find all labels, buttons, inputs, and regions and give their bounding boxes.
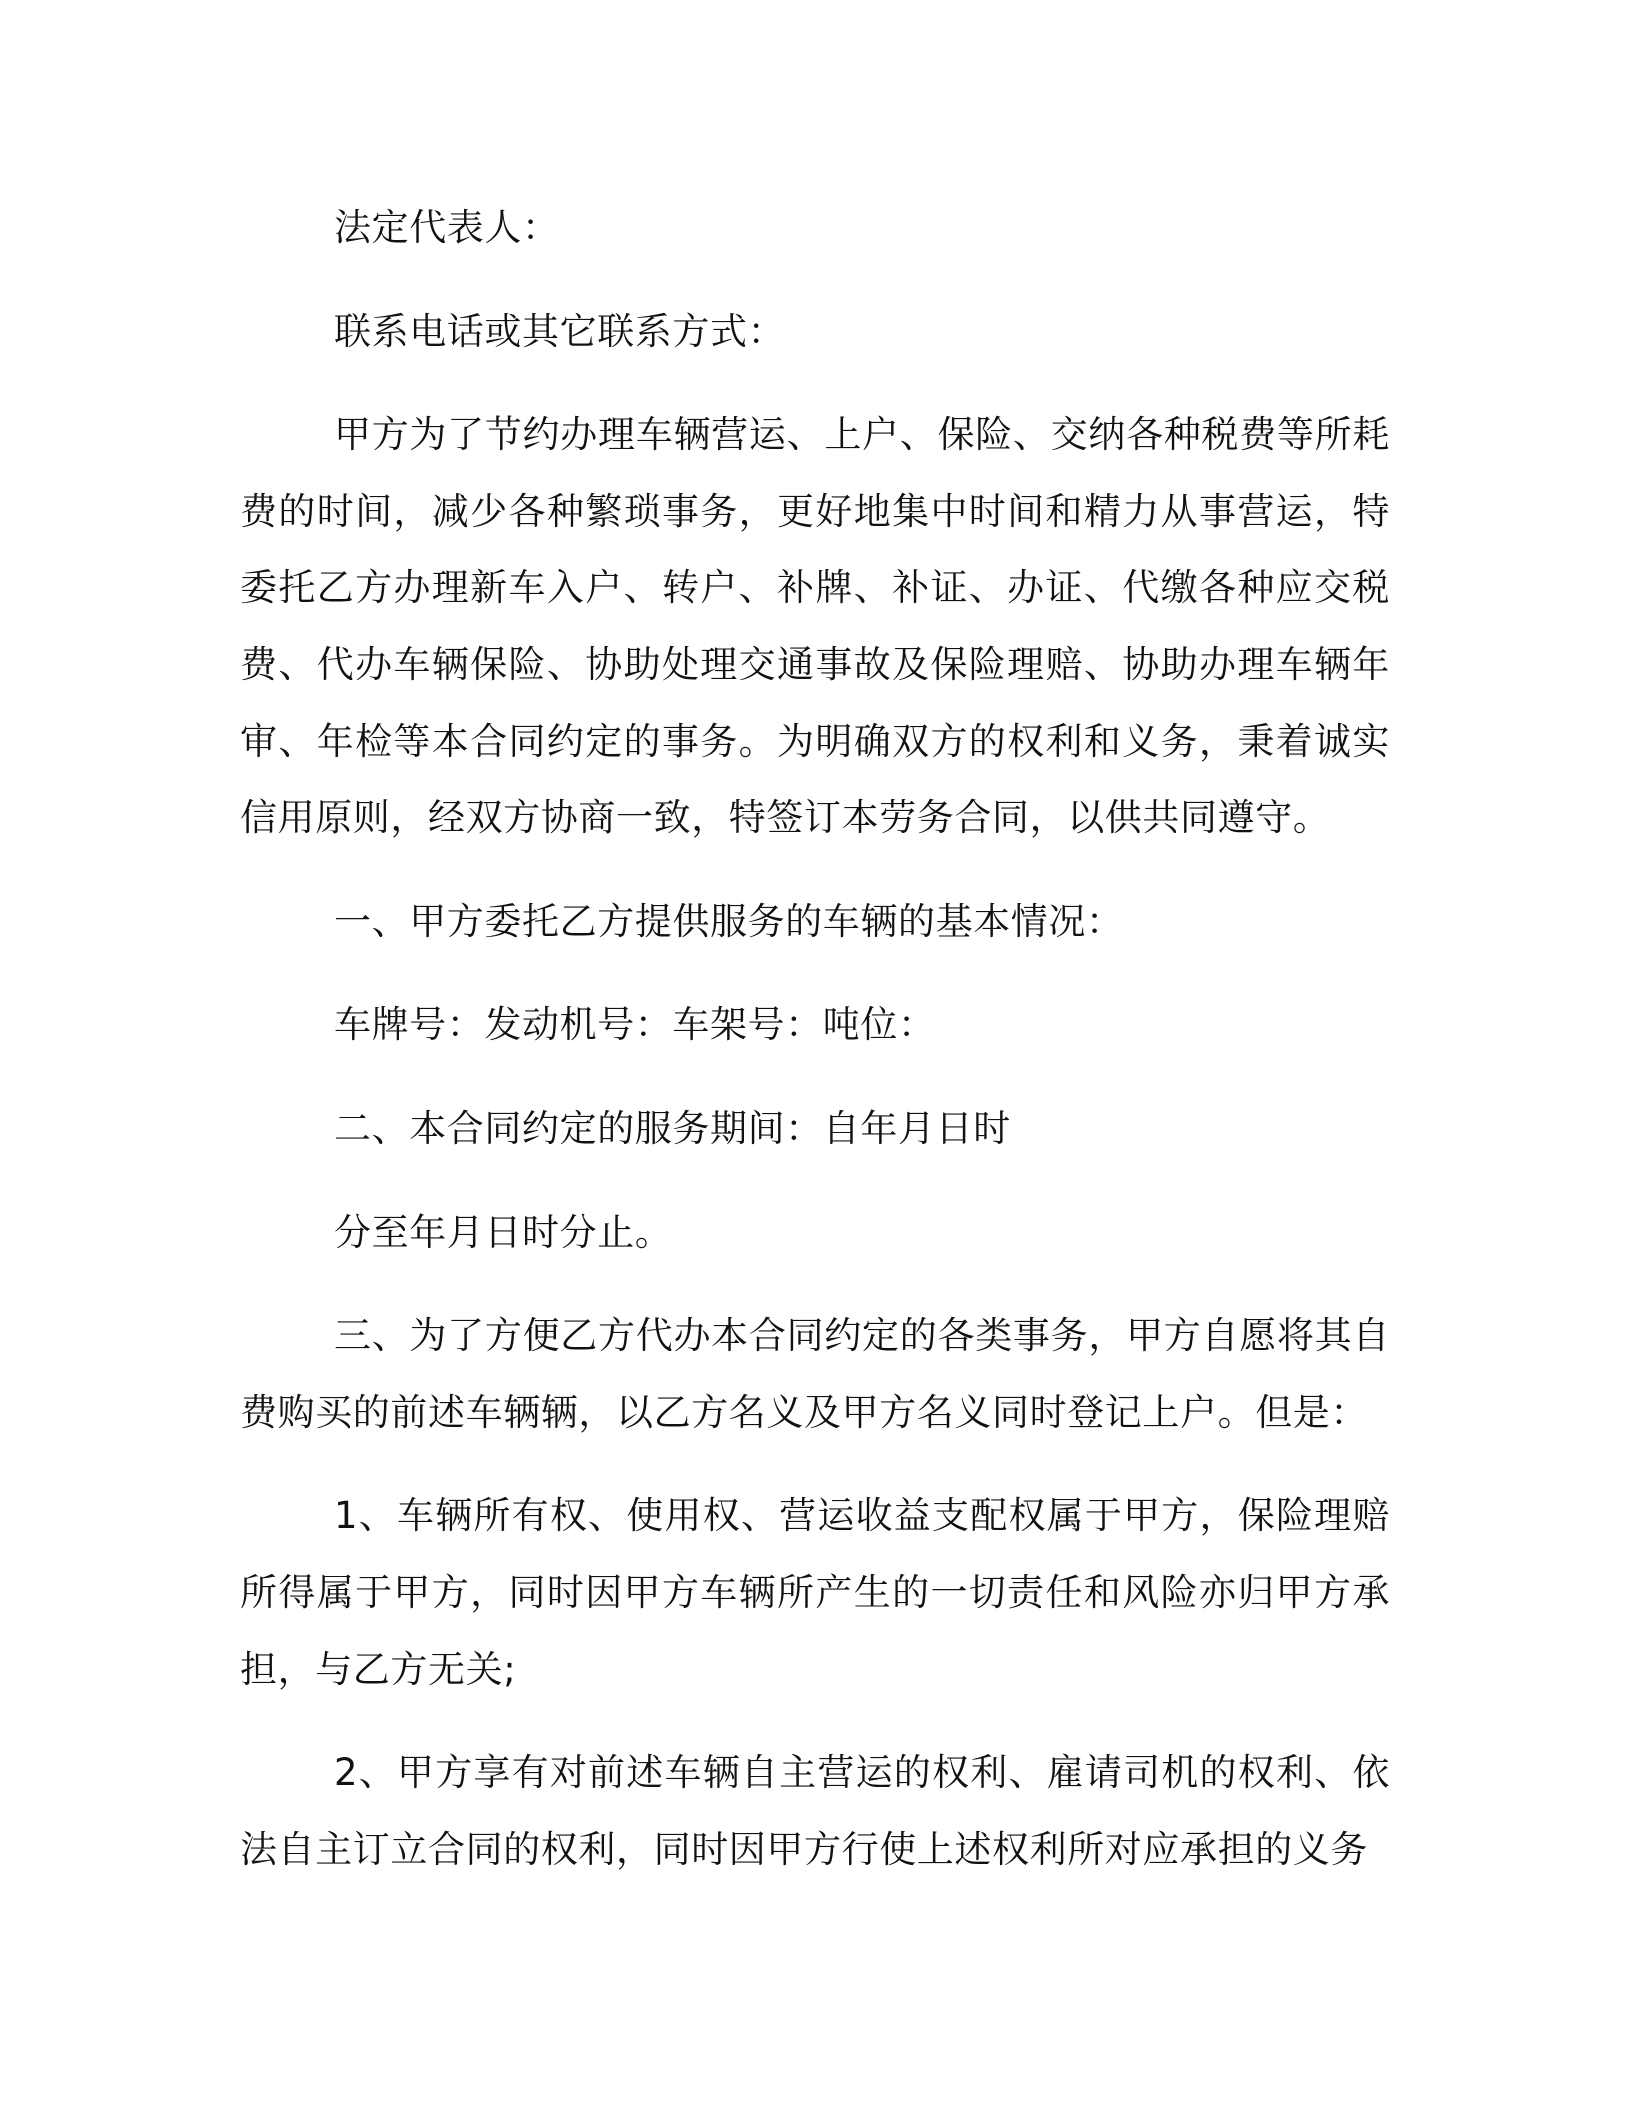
paragraph-item-2: 2、甲方享有对前述车辆自主营运的权利、雇请司机的权利、依法自主订立合同的权利，同时因甲方行使上述权利所对应承担的义务: [240, 1751, 1390, 1871]
paragraph-section-1: 一、甲方委托乙方提供服务的车辆的基本情况：: [334, 899, 1124, 943]
paragraph-legal-representative: 法定代表人：: [334, 206, 560, 249]
paragraph-vehicle-info: 车牌号：发动机号：车架号：吨位：: [334, 1003, 936, 1047]
paragraph-contact: 联系电话或其它联系方式：: [334, 309, 786, 353]
document-body: [240, 190, 1390, 1915]
paragraph-item-1: 1、车辆所有权、使用权、营运收益支配权属于甲方，保险理赔所得属于甲方，同时因甲方车辆所产生的一切责任和风险亦归甲方承担，与乙方无关;: [240, 1494, 1390, 1691]
paragraph-section-2: 二、本合同约定的服务期间：自年月日时: [334, 1106, 1011, 1150]
paragraph-service-end: 分至年月日时分止。: [334, 1210, 673, 1254]
paragraph-purpose: 甲方为了节约办理车辆营运、上户、保险、交纳各种税费等所耗费的时间，减少各种繁琐事务，更好地集中时间和精力从事营运，特委托乙方办理新车入户、转户、补牌、补证、办证、代缴各种应交税费、代办车辆保险、协助处理交通事故及保险理赔、协助办理车辆年审、年检等本合同约定的事务。为明确双方的权利和义务，秉着诚实信用原则，经双方协商一致，特签订本劳务合同，以供共同遵守。: [240, 413, 1390, 840]
paragraph-section-3: 三、为了方便乙方代办本合同约定的各类事务，甲方自愿将其自费购买的前述车辆辆，以乙方名义及甲方名义同时登记上户。但是：: [240, 1314, 1390, 1434]
